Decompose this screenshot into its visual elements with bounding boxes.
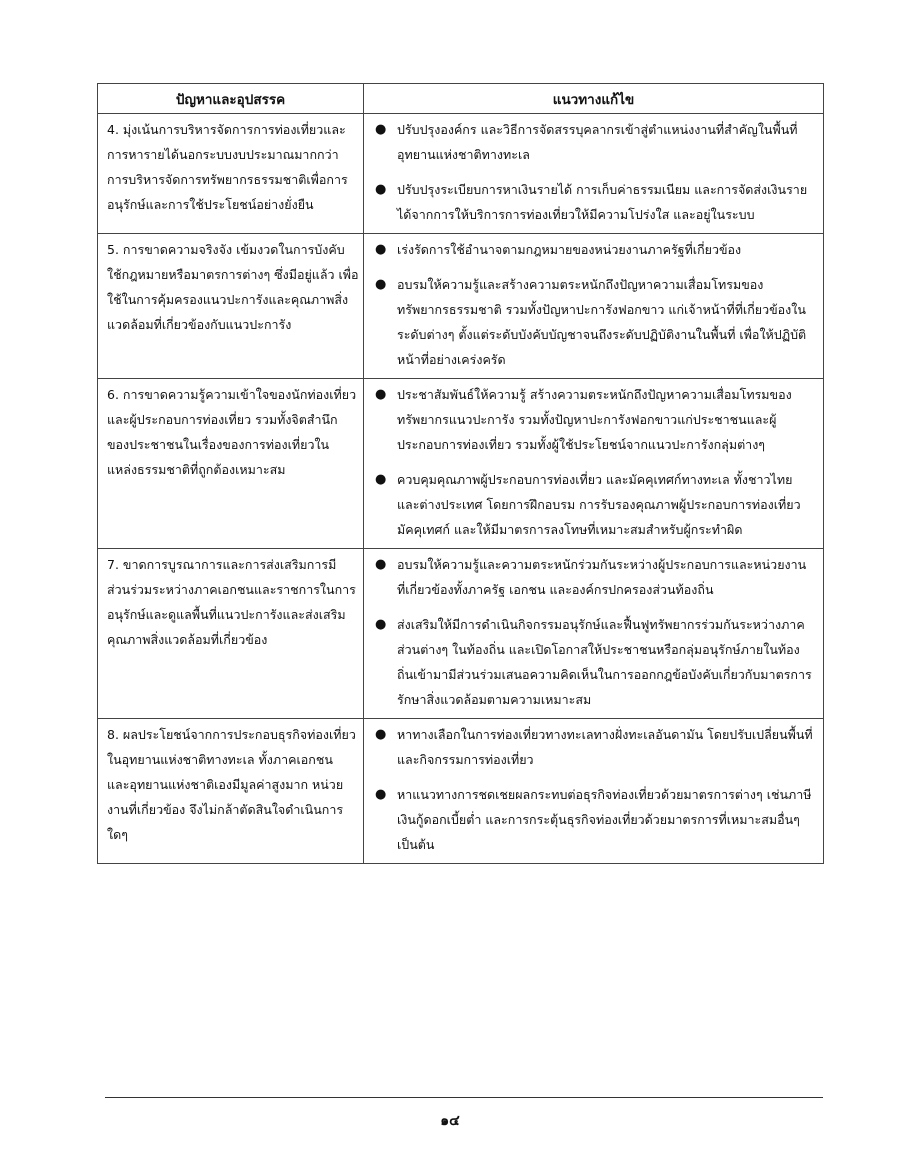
- table-row: [98, 719, 824, 864]
- bullet-icon: ●: [375, 277, 387, 292]
- bullet-icon: ●: [375, 122, 387, 137]
- solution-text: เร่งรัดการใช้อำนาจตามกฎหมายของหน่วยงานภาครัฐที่เกี่ยวข้อง: [397, 242, 742, 257]
- solution-item: [369, 612, 813, 712]
- solution-item: [369, 237, 813, 262]
- solution-list: [369, 382, 813, 542]
- bullet-icon: ●: [375, 787, 387, 802]
- bullet-icon: ●: [375, 557, 387, 572]
- solution-item: [369, 272, 813, 372]
- problem-cell: 4. มุ่งเน้นการบริหารจัดการการท่องเที่ยวและการหารายได้นอกระบบงบประมาณมากกว่าการบริหารจัดการทรัพยากรธรรมชาติเพื่อการอนุรักษ์และการใช้ประโยชน์อย่างยั่งยืน: [98, 114, 364, 234]
- table-row: [98, 379, 824, 549]
- footer-divider: [105, 1097, 823, 1098]
- solution-text: ปรับปรุงองค์กร และวิธีการจัดสรรบุคลากรเข้าสู่ตำแหน่งงานที่สำคัญในพื้นที่อุทยานแห่งชาติทางทะเล: [397, 122, 798, 162]
- bullet-icon: ●: [375, 242, 387, 257]
- page-number: ๑๔: [440, 1113, 460, 1129]
- header-problems: ปัญหาและอุปสรรค: [98, 84, 364, 114]
- table-row: [98, 114, 824, 234]
- table-row: [98, 234, 824, 379]
- solution-text: อบรมให้ความรู้และสร้างความตระหนักถึงปัญหาความเสื่อมโทรมของทรัพยากรธรรมชาติ รวมทั้งปัญหาปะการังฟอกขาว แก่เจ้าหน้าที่ที่เกี่ยวข้องในระดับต่างๆ ตั้งแต่ระดับบังคับบัญชาจนถึงระดับปฏิบัติงานในพื้นที่ เพื่อให้ปฏิบัติหน้าที่อย่างเคร่งครัด: [397, 277, 807, 367]
- solution-item: [369, 782, 813, 857]
- problem-cell: 8. ผลประโยชน์จากการประกอบธุรกิจท่องเที่ยวในอุทยานแห่งชาติทางทะเล ทั้งภาคเอกชน และอุทยานแห่งชาติเองมีมูลค่าสูงมาก หน่วยงานที่เกี่ยวข้อง จึงไม่กล้าตัดสินใจดำเนินการใดๆ: [98, 719, 364, 864]
- solution-item: [369, 177, 813, 227]
- header-solutions: แนวทางแก้ไข: [364, 84, 824, 114]
- solution-item: [369, 382, 813, 457]
- solution-text: ปรับปรุงระเบียบการหาเงินรายได้ การเก็บค่าธรรมเนียม และการจัดส่งเงินรายได้จากการให้บริการการท่องเที่ยวให้มีความโปร่งใส และอยู่ในระบบ: [397, 182, 808, 222]
- solution-list: [369, 237, 813, 372]
- table-header-row: [98, 84, 824, 114]
- bullet-icon: ●: [375, 182, 387, 197]
- solution-item: [369, 467, 813, 542]
- solution-list: [369, 552, 813, 712]
- solution-item: [369, 117, 813, 167]
- problem-cell: 7. ขาดการบูรณาการและการส่งเสริมการมีส่วนร่วมระหว่างภาคเอกชนและราชการในการอนุรักษ์และดูแลพื้นที่แนวปะการังและส่งเสริมคุณภาพสิ่งแวดล้อมที่เกี่ยวข้อง: [98, 549, 364, 719]
- solution-text: ประชาสัมพันธ์ให้ความรู้ สร้างความตระหนักถึงปัญหาความเสื่อมโทรมของทรัพยากรแนวปะการัง รวมทั้งปัญหาปะการังฟอกขาวแก่ประชาชนและผู้ประกอบการท่องเที่ยว รวมทั้งผู้ใช้ประโยชน์จากแนวปะการังกลุ่มต่างๆ: [397, 387, 792, 452]
- solution-item: [369, 722, 813, 772]
- solution-text: ควบคุมคุณภาพผู้ประกอบการท่องเที่ยว และมัคคุเทศก์ทางทะเล ทั้งชาวไทยและต่างประเทศ โดยการฝึกอบรม การรับรองคุณภาพผู้ประกอบการท่องเที่ยว มัคคุเทศก์ และให้มีมาตรการลงโทษที่เหมาะสมสำหรับผู้กระทำผิด: [397, 472, 801, 537]
- bullet-icon: ●: [375, 727, 387, 742]
- solution-cell: [364, 379, 824, 549]
- solution-list: [369, 117, 813, 227]
- solution-cell: [364, 719, 824, 864]
- problem-cell: 5. การขาดความจริงจัง เข้มงวดในการบังคับใช้กฎหมายหรือมาตรการต่างๆ ซึ่งมีอยู่แล้ว เพื่อใช้ในการคุ้มครองแนวปะการังและคุณภาพสิ่งแวดล้อมที่เกี่ยวข้องกับแนวปะการัง: [98, 234, 364, 379]
- solution-text: อบรมให้ความรู้และความตระหนักร่วมกันระหว่างผู้ประกอบการและหน่วยงานที่เกี่ยวข้องทั้งภาครัฐ เอกชน และองค์กรปกครองส่วนท้องถิ่น: [397, 557, 807, 597]
- solution-cell: [364, 114, 824, 234]
- solution-list: [369, 722, 813, 857]
- bullet-icon: ●: [375, 617, 387, 632]
- bullet-icon: ●: [375, 387, 387, 402]
- problems-solutions-table: [97, 83, 824, 864]
- solution-item: [369, 552, 813, 602]
- solution-text: หาทางเลือกในการท่องเที่ยวทางทะเลทางฝั่งทะเลอันดามัน โดยปรับเปลี่ยนพื้นที่ และกิจกรรมการท่องเที่ยว: [397, 727, 813, 767]
- table-row: [98, 549, 824, 719]
- solution-text: หาแนวทางการชดเชยผลกระทบต่อธุรกิจท่องเที่ยวด้วยมาตรการต่างๆ เช่นภาษี เงินกู้ดอกเบี้ยต่ำ และการกระตุ้นธุรกิจท่องเที่ยวด้วยมาตรการที่เหมาะสมอื่นๆ เป็นต้น: [397, 787, 812, 852]
- solution-cell: [364, 549, 824, 719]
- bullet-icon: ●: [375, 472, 387, 487]
- problem-cell: 6. การขาดความรู้ความเข้าใจของนักท่องเที่ยว และผู้ประกอบการท่องเที่ยว รวมทั้งจิตสำนึกของประชาชนในเรื่องของการท่องเที่ยวในแหล่งธรรมชาติที่ถูกต้องเหมาะสม: [98, 379, 364, 549]
- solution-text: ส่งเสริมให้มีการดำเนินกิจกรรมอนุรักษ์และฟื้นฟูทรัพยากรร่วมกันระหว่างภาคส่วนต่างๆ ในท้องถิ่น และเปิดโอกาสให้ประชาชนหรือกลุ่มอนุรักษ์ภายในท้องถิ่นเข้ามามีส่วนร่วมเสนอความคิดเห็นในการออกกฎข้อบังคับเกี่ยวกับมาตรการรักษาสิ่งแวดล้อมตามความเหมาะสม: [397, 617, 812, 707]
- solution-cell: [364, 234, 824, 379]
